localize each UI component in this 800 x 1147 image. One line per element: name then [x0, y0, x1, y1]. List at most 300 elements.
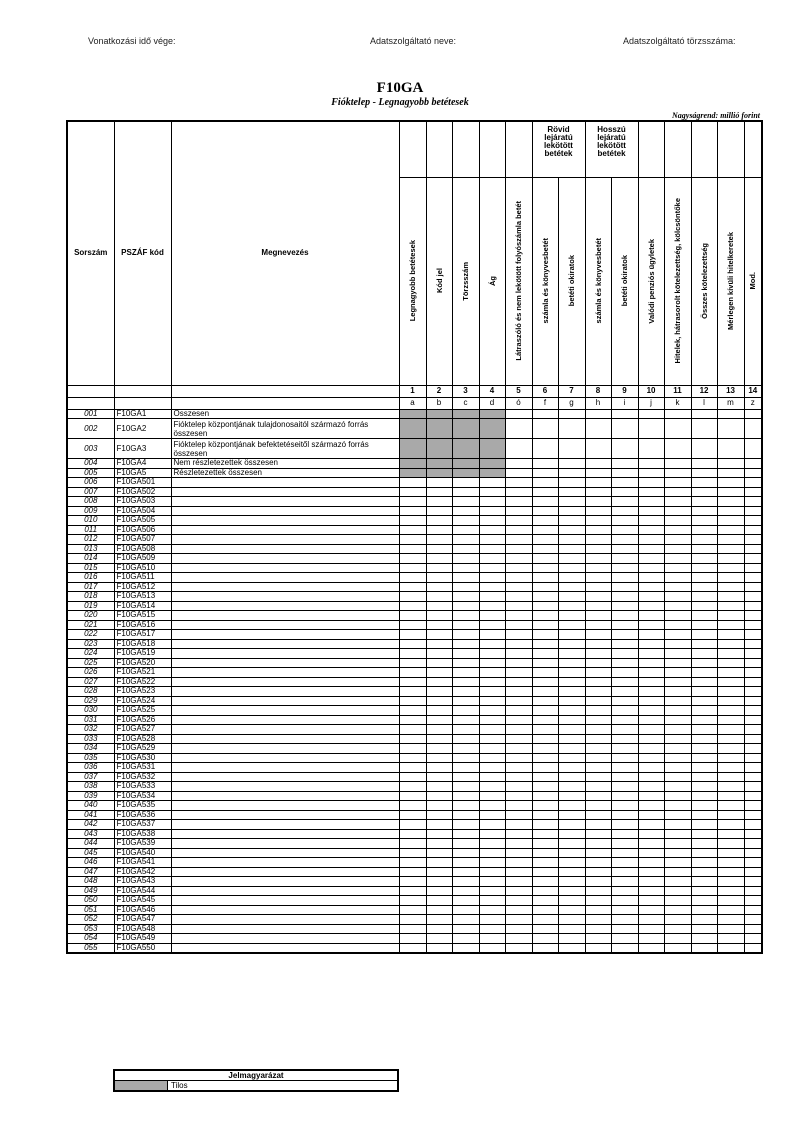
data-cell[interactable]	[638, 611, 664, 621]
data-cell[interactable]	[558, 677, 585, 687]
data-cell[interactable]	[691, 915, 717, 925]
data-cell[interactable]	[585, 801, 611, 811]
data-cell[interactable]	[505, 497, 532, 507]
data-cell[interactable]	[585, 848, 611, 858]
data-cell[interactable]	[479, 725, 505, 735]
data-cell[interactable]	[532, 801, 558, 811]
data-cell[interactable]	[744, 801, 762, 811]
data-cell[interactable]	[399, 943, 426, 953]
data-cell[interactable]	[399, 592, 426, 602]
data-cell[interactable]	[558, 867, 585, 877]
data-cell[interactable]	[558, 696, 585, 706]
data-cell[interactable]	[426, 867, 452, 877]
data-cell[interactable]	[452, 658, 479, 668]
data-cell[interactable]	[611, 744, 638, 754]
data-cell[interactable]	[611, 791, 638, 801]
data-cell[interactable]	[399, 725, 426, 735]
data-cell[interactable]	[426, 839, 452, 849]
data-cell[interactable]	[611, 639, 638, 649]
data-cell[interactable]	[399, 582, 426, 592]
data-cell[interactable]	[744, 525, 762, 535]
data-cell[interactable]	[691, 601, 717, 611]
data-cell[interactable]	[744, 649, 762, 659]
data-cell[interactable]	[638, 877, 664, 887]
data-cell[interactable]	[664, 409, 691, 419]
data-cell[interactable]	[452, 877, 479, 887]
data-cell[interactable]	[717, 544, 744, 554]
data-cell[interactable]	[479, 696, 505, 706]
data-cell[interactable]	[558, 573, 585, 583]
data-cell[interactable]	[744, 639, 762, 649]
data-cell[interactable]	[558, 924, 585, 934]
data-cell[interactable]	[399, 734, 426, 744]
data-cell[interactable]	[505, 525, 532, 535]
data-cell[interactable]	[664, 525, 691, 535]
data-cell[interactable]	[664, 763, 691, 773]
data-cell[interactable]	[399, 563, 426, 573]
data-cell[interactable]	[479, 573, 505, 583]
data-cell[interactable]	[717, 601, 744, 611]
data-cell[interactable]	[505, 915, 532, 925]
data-cell[interactable]	[479, 744, 505, 754]
data-cell[interactable]	[426, 506, 452, 516]
data-cell[interactable]	[426, 649, 452, 659]
data-cell[interactable]	[505, 706, 532, 716]
data-cell[interactable]	[611, 687, 638, 697]
data-cell[interactable]	[558, 848, 585, 858]
data-cell[interactable]	[479, 563, 505, 573]
data-cell[interactable]	[452, 858, 479, 868]
data-cell[interactable]	[532, 535, 558, 545]
data-cell[interactable]	[505, 725, 532, 735]
data-cell[interactable]	[479, 886, 505, 896]
data-cell[interactable]	[479, 611, 505, 621]
data-cell[interactable]	[452, 886, 479, 896]
data-cell[interactable]	[399, 858, 426, 868]
data-cell[interactable]	[744, 459, 762, 469]
data-cell[interactable]	[399, 630, 426, 640]
data-cell[interactable]	[611, 715, 638, 725]
data-cell[interactable]	[611, 772, 638, 782]
data-cell[interactable]	[664, 886, 691, 896]
data-cell[interactable]	[479, 544, 505, 554]
data-cell[interactable]	[611, 867, 638, 877]
data-cell[interactable]	[505, 639, 532, 649]
data-cell[interactable]	[558, 734, 585, 744]
data-cell[interactable]	[479, 516, 505, 526]
data-cell[interactable]	[452, 478, 479, 488]
data-cell[interactable]	[664, 478, 691, 488]
data-cell[interactable]	[664, 554, 691, 564]
data-cell[interactable]	[452, 839, 479, 849]
data-cell[interactable]	[452, 867, 479, 877]
data-cell[interactable]	[664, 734, 691, 744]
data-cell[interactable]	[585, 810, 611, 820]
data-cell[interactable]	[479, 525, 505, 535]
data-cell[interactable]	[452, 915, 479, 925]
data-cell[interactable]	[505, 535, 532, 545]
data-cell[interactable]	[638, 734, 664, 744]
data-cell[interactable]	[585, 409, 611, 419]
data-cell[interactable]	[452, 535, 479, 545]
data-cell[interactable]	[717, 829, 744, 839]
data-cell[interactable]	[479, 896, 505, 906]
data-cell[interactable]	[426, 763, 452, 773]
data-cell[interactable]	[691, 544, 717, 554]
data-cell[interactable]	[505, 829, 532, 839]
data-cell[interactable]	[691, 516, 717, 526]
data-cell[interactable]	[426, 535, 452, 545]
data-cell[interactable]	[532, 886, 558, 896]
data-cell[interactable]	[426, 630, 452, 640]
data-cell[interactable]	[479, 801, 505, 811]
data-cell[interactable]	[638, 630, 664, 640]
data-cell[interactable]	[452, 506, 479, 516]
data-cell[interactable]	[452, 801, 479, 811]
data-cell[interactable]	[717, 886, 744, 896]
data-cell[interactable]	[664, 772, 691, 782]
data-cell[interactable]	[611, 877, 638, 887]
data-cell[interactable]	[638, 554, 664, 564]
data-cell[interactable]	[664, 592, 691, 602]
data-cell[interactable]	[691, 639, 717, 649]
data-cell[interactable]	[479, 915, 505, 925]
data-cell[interactable]	[479, 658, 505, 668]
data-cell[interactable]	[399, 715, 426, 725]
data-cell[interactable]	[611, 525, 638, 535]
data-cell[interactable]	[452, 734, 479, 744]
data-cell[interactable]	[585, 506, 611, 516]
data-cell[interactable]	[611, 544, 638, 554]
data-cell[interactable]	[426, 639, 452, 649]
data-cell[interactable]	[744, 592, 762, 602]
data-cell[interactable]	[744, 563, 762, 573]
data-cell[interactable]	[479, 649, 505, 659]
data-cell[interactable]	[638, 497, 664, 507]
data-cell[interactable]	[558, 744, 585, 754]
data-cell[interactable]	[611, 649, 638, 659]
data-cell[interactable]	[426, 924, 452, 934]
data-cell[interactable]	[664, 753, 691, 763]
data-cell[interactable]	[505, 544, 532, 554]
data-cell[interactable]	[585, 592, 611, 602]
data-cell[interactable]	[558, 715, 585, 725]
data-cell[interactable]	[585, 601, 611, 611]
data-cell[interactable]	[532, 409, 558, 419]
data-cell[interactable]	[399, 544, 426, 554]
data-cell[interactable]	[399, 877, 426, 887]
data-cell[interactable]	[426, 934, 452, 944]
data-cell[interactable]	[479, 601, 505, 611]
data-cell[interactable]	[585, 459, 611, 469]
data-cell[interactable]	[585, 791, 611, 801]
data-cell[interactable]	[505, 791, 532, 801]
data-cell[interactable]	[664, 896, 691, 906]
data-cell[interactable]	[717, 782, 744, 792]
data-cell[interactable]	[585, 563, 611, 573]
data-cell[interactable]	[717, 478, 744, 488]
data-cell[interactable]	[611, 905, 638, 915]
data-cell[interactable]	[505, 409, 532, 419]
data-cell[interactable]	[479, 772, 505, 782]
data-cell[interactable]	[399, 677, 426, 687]
data-cell[interactable]	[452, 668, 479, 678]
data-cell[interactable]	[744, 934, 762, 944]
data-cell[interactable]	[532, 829, 558, 839]
data-cell[interactable]	[691, 848, 717, 858]
data-cell[interactable]	[558, 535, 585, 545]
data-cell[interactable]	[585, 668, 611, 678]
data-cell[interactable]	[664, 877, 691, 887]
data-cell[interactable]	[479, 943, 505, 953]
data-cell[interactable]	[558, 829, 585, 839]
data-cell[interactable]	[744, 867, 762, 877]
data-cell[interactable]	[479, 877, 505, 887]
data-cell[interactable]	[558, 858, 585, 868]
data-cell[interactable]	[664, 487, 691, 497]
data-cell[interactable]	[399, 506, 426, 516]
data-cell[interactable]	[452, 715, 479, 725]
data-cell[interactable]	[558, 943, 585, 953]
data-cell[interactable]	[611, 554, 638, 564]
data-cell[interactable]	[505, 744, 532, 754]
data-cell[interactable]	[452, 753, 479, 763]
data-cell[interactable]	[399, 525, 426, 535]
data-cell[interactable]	[717, 839, 744, 849]
data-cell[interactable]	[744, 468, 762, 478]
data-cell[interactable]	[452, 592, 479, 602]
data-cell[interactable]	[717, 497, 744, 507]
data-cell[interactable]	[691, 668, 717, 678]
data-cell[interactable]	[638, 905, 664, 915]
data-cell[interactable]	[558, 668, 585, 678]
data-cell[interactable]	[532, 563, 558, 573]
data-cell[interactable]	[691, 468, 717, 478]
data-cell[interactable]	[585, 525, 611, 535]
data-cell[interactable]	[664, 630, 691, 640]
data-cell[interactable]	[611, 535, 638, 545]
data-cell[interactable]	[691, 563, 717, 573]
data-cell[interactable]	[479, 592, 505, 602]
data-cell[interactable]	[691, 763, 717, 773]
data-cell[interactable]	[585, 439, 611, 459]
data-cell[interactable]	[611, 696, 638, 706]
data-cell[interactable]	[744, 915, 762, 925]
data-cell[interactable]	[638, 535, 664, 545]
data-cell[interactable]	[717, 791, 744, 801]
data-cell[interactable]	[399, 924, 426, 934]
data-cell[interactable]	[505, 478, 532, 488]
data-cell[interactable]	[399, 886, 426, 896]
data-cell[interactable]	[532, 696, 558, 706]
data-cell[interactable]	[558, 801, 585, 811]
data-cell[interactable]	[664, 744, 691, 754]
data-cell[interactable]	[505, 896, 532, 906]
data-cell[interactable]	[611, 848, 638, 858]
data-cell[interactable]	[479, 924, 505, 934]
data-cell[interactable]	[664, 696, 691, 706]
data-cell[interactable]	[664, 706, 691, 716]
data-cell[interactable]	[532, 915, 558, 925]
data-cell[interactable]	[505, 677, 532, 687]
data-cell[interactable]	[691, 924, 717, 934]
data-cell[interactable]	[664, 639, 691, 649]
data-cell[interactable]	[452, 791, 479, 801]
data-cell[interactable]	[664, 582, 691, 592]
data-cell[interactable]	[558, 478, 585, 488]
data-cell[interactable]	[611, 468, 638, 478]
data-cell[interactable]	[744, 516, 762, 526]
data-cell[interactable]	[691, 592, 717, 602]
data-cell[interactable]	[638, 715, 664, 725]
data-cell[interactable]	[691, 867, 717, 877]
data-cell[interactable]	[691, 905, 717, 915]
data-cell[interactable]	[479, 639, 505, 649]
data-cell[interactable]	[717, 687, 744, 697]
data-cell[interactable]	[717, 409, 744, 419]
data-cell[interactable]	[558, 439, 585, 459]
data-cell[interactable]	[611, 820, 638, 830]
data-cell[interactable]	[717, 763, 744, 773]
data-cell[interactable]	[691, 611, 717, 621]
data-cell[interactable]	[479, 630, 505, 640]
data-cell[interactable]	[505, 734, 532, 744]
data-cell[interactable]	[558, 525, 585, 535]
data-cell[interactable]	[691, 810, 717, 820]
data-cell[interactable]	[585, 630, 611, 640]
data-cell[interactable]	[638, 820, 664, 830]
data-cell[interactable]	[426, 782, 452, 792]
data-cell[interactable]	[558, 592, 585, 602]
data-cell[interactable]	[452, 573, 479, 583]
data-cell[interactable]	[558, 506, 585, 516]
data-cell[interactable]	[479, 478, 505, 488]
data-cell[interactable]	[611, 419, 638, 439]
data-cell[interactable]	[399, 810, 426, 820]
data-cell[interactable]	[532, 544, 558, 554]
data-cell[interactable]	[691, 753, 717, 763]
data-cell[interactable]	[664, 563, 691, 573]
data-cell[interactable]	[452, 563, 479, 573]
data-cell[interactable]	[638, 829, 664, 839]
data-cell[interactable]	[452, 829, 479, 839]
data-cell[interactable]	[691, 687, 717, 697]
data-cell[interactable]	[558, 905, 585, 915]
data-cell[interactable]	[717, 611, 744, 621]
data-cell[interactable]	[717, 744, 744, 754]
data-cell[interactable]	[426, 810, 452, 820]
data-cell[interactable]	[717, 801, 744, 811]
data-cell[interactable]	[585, 820, 611, 830]
data-cell[interactable]	[638, 592, 664, 602]
data-cell[interactable]	[611, 601, 638, 611]
data-cell[interactable]	[532, 744, 558, 754]
data-cell[interactable]	[717, 753, 744, 763]
data-cell[interactable]	[664, 439, 691, 459]
data-cell[interactable]	[426, 706, 452, 716]
data-cell[interactable]	[585, 687, 611, 697]
data-cell[interactable]	[638, 867, 664, 877]
data-cell[interactable]	[717, 706, 744, 716]
data-cell[interactable]	[585, 419, 611, 439]
data-cell[interactable]	[638, 639, 664, 649]
data-cell[interactable]	[399, 706, 426, 716]
data-cell[interactable]	[399, 915, 426, 925]
data-cell[interactable]	[638, 563, 664, 573]
data-cell[interactable]	[505, 601, 532, 611]
data-cell[interactable]	[585, 924, 611, 934]
data-cell[interactable]	[558, 630, 585, 640]
data-cell[interactable]	[744, 535, 762, 545]
data-cell[interactable]	[744, 877, 762, 887]
data-cell[interactable]	[479, 554, 505, 564]
data-cell[interactable]	[505, 801, 532, 811]
data-cell[interactable]	[638, 915, 664, 925]
data-cell[interactable]	[744, 829, 762, 839]
data-cell[interactable]	[426, 858, 452, 868]
data-cell[interactable]	[558, 582, 585, 592]
data-cell[interactable]	[664, 924, 691, 934]
data-cell[interactable]	[585, 915, 611, 925]
data-cell[interactable]	[585, 772, 611, 782]
data-cell[interactable]	[558, 915, 585, 925]
data-cell[interactable]	[664, 459, 691, 469]
data-cell[interactable]	[399, 658, 426, 668]
data-cell[interactable]	[452, 706, 479, 716]
data-cell[interactable]	[558, 782, 585, 792]
data-cell[interactable]	[717, 896, 744, 906]
data-cell[interactable]	[638, 753, 664, 763]
data-cell[interactable]	[452, 630, 479, 640]
data-cell[interactable]	[479, 753, 505, 763]
data-cell[interactable]	[638, 791, 664, 801]
data-cell[interactable]	[585, 829, 611, 839]
data-cell[interactable]	[479, 763, 505, 773]
data-cell[interactable]	[744, 573, 762, 583]
data-cell[interactable]	[611, 858, 638, 868]
data-cell[interactable]	[399, 649, 426, 659]
data-cell[interactable]	[558, 658, 585, 668]
data-cell[interactable]	[452, 763, 479, 773]
data-cell[interactable]	[717, 582, 744, 592]
data-cell[interactable]	[744, 715, 762, 725]
data-cell[interactable]	[399, 829, 426, 839]
data-cell[interactable]	[664, 943, 691, 953]
data-cell[interactable]	[691, 772, 717, 782]
data-cell[interactable]	[585, 905, 611, 915]
data-cell[interactable]	[452, 772, 479, 782]
data-cell[interactable]	[611, 915, 638, 925]
data-cell[interactable]	[691, 696, 717, 706]
data-cell[interactable]	[532, 848, 558, 858]
data-cell[interactable]	[426, 801, 452, 811]
data-cell[interactable]	[744, 943, 762, 953]
data-cell[interactable]	[452, 896, 479, 906]
data-cell[interactable]	[452, 725, 479, 735]
data-cell[interactable]	[744, 820, 762, 830]
data-cell[interactable]	[585, 858, 611, 868]
data-cell[interactable]	[505, 487, 532, 497]
data-cell[interactable]	[611, 782, 638, 792]
data-cell[interactable]	[426, 744, 452, 754]
data-cell[interactable]	[558, 753, 585, 763]
data-cell[interactable]	[611, 439, 638, 459]
data-cell[interactable]	[664, 677, 691, 687]
data-cell[interactable]	[426, 478, 452, 488]
data-cell[interactable]	[399, 772, 426, 782]
data-cell[interactable]	[744, 554, 762, 564]
data-cell[interactable]	[532, 478, 558, 488]
